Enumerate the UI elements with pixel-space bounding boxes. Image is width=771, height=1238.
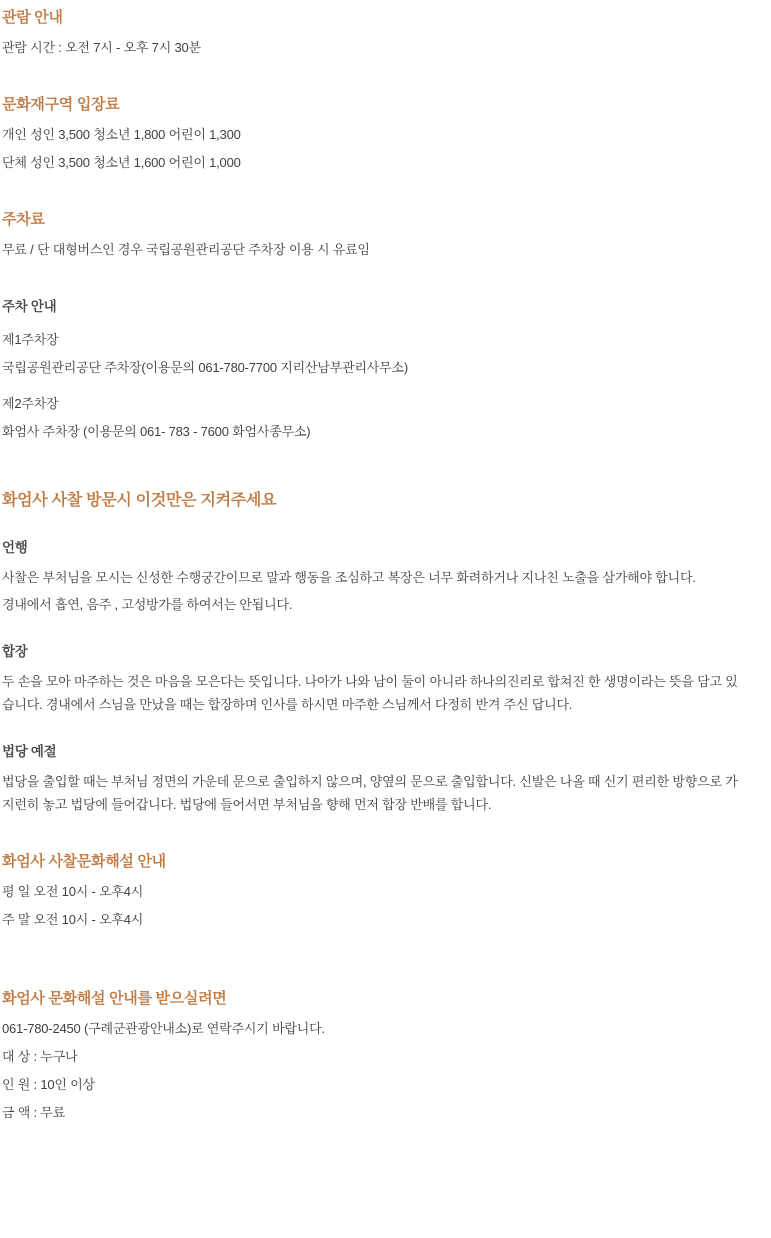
visit-info-line: 관람 시간 : 오전 7시 - 오후 7시 30분: [2, 40, 201, 55]
etiquette-group-speech-paragraph-2: 경내에서 흡연, 음주 , 고성방가를 하여서는 안됩니다.: [2, 597, 293, 612]
reservation-target: 대 상 : 누구나: [2, 1049, 78, 1064]
parking-lot-1-name: 제1주차장: [2, 332, 59, 347]
admission-line-group: 단체 성인 3,500 청소년 1,600 어린이 1,000: [2, 155, 241, 170]
spacer: [0, 69, 771, 93]
etiquette-group-speech: [0, 536, 771, 616]
reservation-heading: 화엄사 문화해설 안내를 받으실려면: [2, 990, 227, 1007]
culture-guide-weekend: 주 말 오전 10시 - 오후4시: [2, 912, 144, 927]
reservation-price: 금 액 : 무료: [2, 1105, 66, 1120]
spacer: [0, 184, 771, 208]
culture-guide-weekday: 평 일 오전 10시 - 오후4시: [2, 884, 144, 899]
spacer: [0, 453, 771, 487]
section-reservation: [0, 987, 771, 1124]
etiquette-group-speech-title: 언행: [2, 540, 28, 555]
parking-fee-heading: 주차료: [2, 211, 45, 228]
etiquette-heading: 화엄사 사찰 방문시 이것만은 지켜주세요: [2, 492, 277, 509]
parking-info-heading: 주차 안내: [2, 299, 57, 314]
spacer: [0, 826, 771, 850]
parking-fee-line: 무료 / 단 대형버스인 경우 국립공원관리공단 주차장 이용 시 유료임: [2, 242, 370, 257]
admission-heading: 문화재구역 입장료: [2, 96, 120, 113]
etiquette-group-speech-paragraph-1: 사찰은 부처님을 모시는 신성한 수행궁간이므로 말과 행동을 조심하고 복장은 너무 화려하거나 지나친 노출을 삼가해야 합니다.: [2, 570, 696, 585]
spacer: [0, 626, 771, 640]
spacer: [0, 941, 771, 987]
reservation-contact: 061-780-2450 (구례군관광안내소)로 연락주시기 바랍니다.: [2, 1021, 325, 1036]
etiquette-group-hall-title: 법당 예절: [2, 744, 57, 759]
etiquette-group-hapjang-paragraph: 두 손을 모아 마주하는 것은 마음을 모은다는 뜻입니다. 나아가 나와 남이 둘이 아니라 하나의진리로 합쳐진 한 생명이라는 뜻을 담고 있습니다. 경내에서 스님을 만났을 때는 합장하며 인사를 하시면 마주한 스님께서 다정히 반겨 주신 답니다.: [2, 674, 738, 712]
admission-line-individual: 개인 성인 3,500 청소년 1,800 어린이 1,300: [2, 127, 241, 142]
culture-guide-heading: 화엄사 사찰문화해설 안내: [2, 853, 166, 870]
spacer: [0, 726, 771, 740]
spacer: [0, 271, 771, 295]
parking-lot-2-detail: 화엄사 주차장 (이용문의 061- 783 - 7600 화엄사종무소): [2, 424, 311, 439]
section-etiquette: [0, 487, 771, 816]
reservation-people: 인 원 : 10인 이상: [2, 1077, 95, 1092]
parking-lot-2-name: 제2주차장: [2, 396, 59, 411]
section-visit-info: [0, 6, 771, 59]
section-culture-guide: [0, 850, 771, 931]
section-parking-fee: [0, 208, 771, 261]
parking-lot-1-detail: 국립공원관리공단 주차장(이용문의 061-780-7700 지리산남부관리사무소): [2, 360, 409, 375]
visit-info-heading: 관람 안내: [2, 9, 63, 26]
etiquette-group-hall-paragraph: 법당을 출입할 때는 부처님 정면의 가운데 문으로 출입하지 않으며, 양옆의 문으로 출입합니다. 신발은 나올 때 신기 편리한 방향으로 가지런히 놓고 법당에 들어갑니다. 법당에 들어서면 부처님을 향해 먼저 합장 반배를 합니다.: [2, 774, 738, 812]
etiquette-group-hall: [0, 740, 771, 816]
etiquette-group-hapjang: [0, 640, 771, 716]
section-admission: [0, 93, 771, 174]
etiquette-group-hapjang-title: 합장: [2, 644, 28, 659]
section-parking-info: [0, 295, 771, 443]
